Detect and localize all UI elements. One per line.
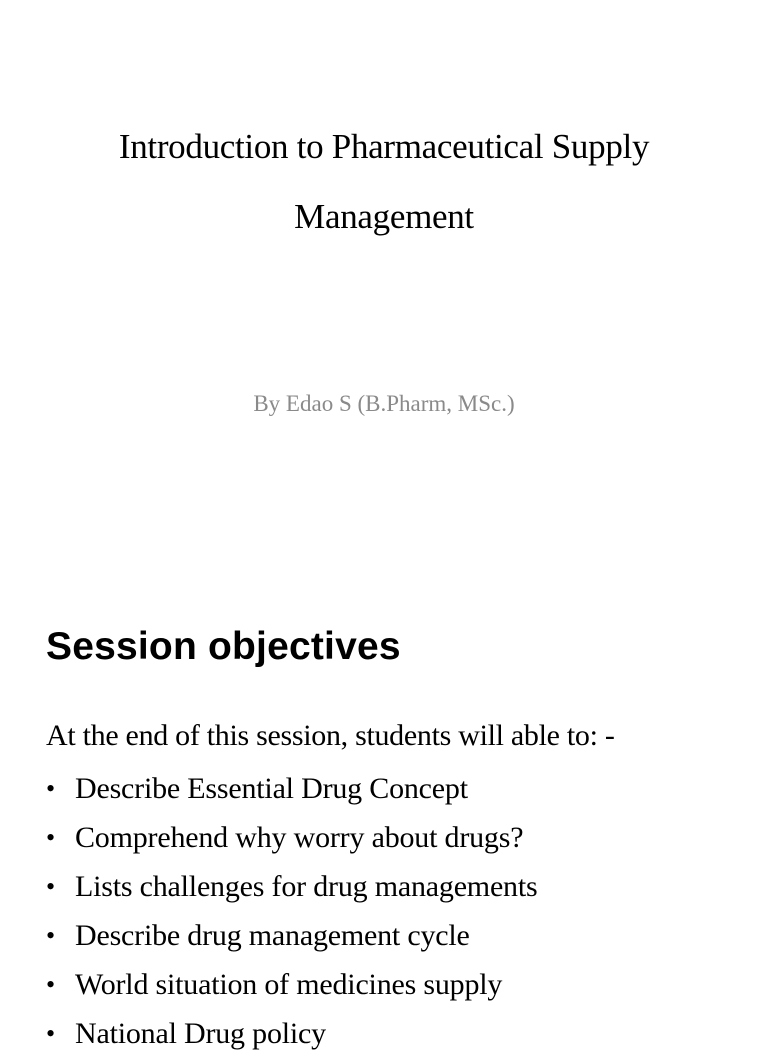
objective-text: Describe Essential Drug Concept	[75, 772, 468, 805]
objective-item	[46, 1009, 537, 1058]
bullet-icon: •	[46, 970, 55, 999]
bullet-icon: •	[46, 921, 55, 950]
objective-item	[46, 960, 537, 1009]
objective-item	[46, 813, 537, 862]
slide-title-line-1: Introduction to Pharmaceutical Supply	[118, 127, 650, 166]
objective-item	[46, 764, 537, 813]
objectives-intro: At the end of this session, students will able to: -	[46, 719, 615, 752]
bullet-icon: •	[46, 1019, 55, 1048]
objective-text: Comprehend why worry about drugs?	[75, 821, 524, 854]
objective-text: Lists challenges for drug managements	[75, 870, 538, 903]
objectives-list	[46, 764, 537, 1058]
section-heading: Session objectives	[46, 625, 401, 668]
slide-title	[40, 112, 728, 252]
bullet-icon: •	[46, 823, 55, 852]
objective-item	[46, 911, 537, 960]
objective-item	[46, 862, 537, 911]
slide-title-line-2: Management	[294, 197, 474, 236]
bullet-icon: •	[46, 872, 55, 901]
bullet-icon: •	[46, 774, 55, 803]
author-credit: By Edao S (B.Pharm, MSc.)	[253, 391, 515, 416]
objective-text: World situation of medicines supply	[75, 968, 503, 1001]
objective-text: Describe drug management cycle	[75, 919, 470, 952]
objective-text: National Drug policy	[75, 1017, 326, 1050]
